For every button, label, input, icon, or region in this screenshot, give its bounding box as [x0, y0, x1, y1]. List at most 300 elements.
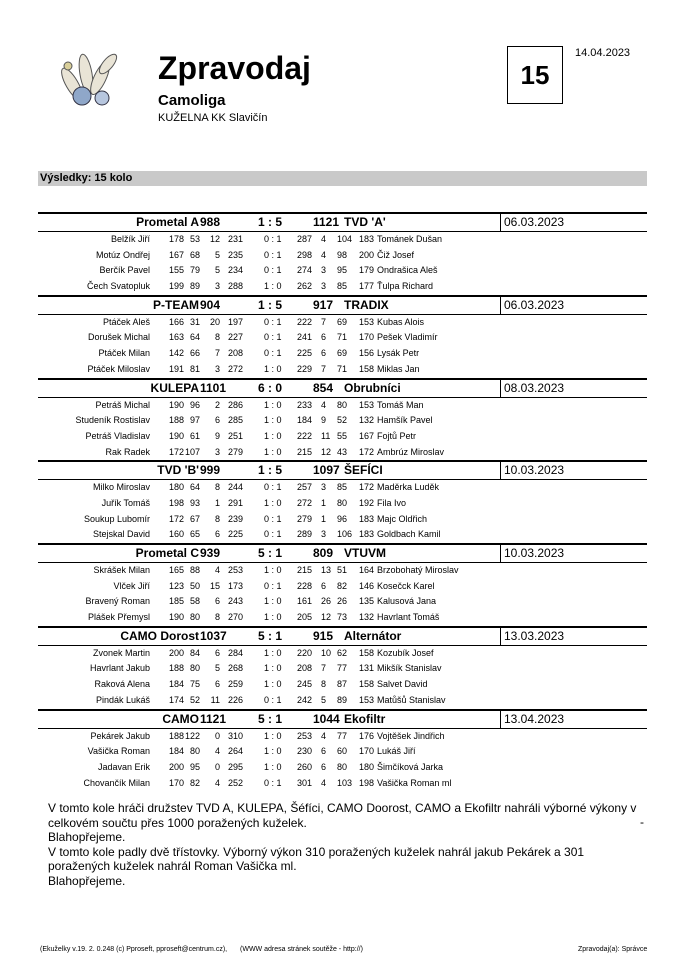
away-player: Šimčíková Jarka [377, 761, 444, 772]
home-player: Pekárek Jakub [90, 730, 150, 741]
player-points: 1 : 0 [264, 497, 282, 508]
home-faults: 8 [214, 513, 220, 524]
home-full: 178 [168, 234, 184, 244]
match-header [38, 295, 647, 315]
away-full: 179 [359, 265, 375, 276]
player-row [38, 760, 647, 776]
note-paragraph: Blahopřejeme. [48, 830, 126, 844]
home-full: 200 [168, 761, 184, 772]
home-clear: 64 [189, 482, 200, 493]
away-faults: 6 [321, 332, 327, 343]
away-full: 135 [359, 596, 375, 607]
player-points: 1 : 0 [264, 446, 282, 457]
player-points: 1 : 0 [264, 596, 282, 607]
player-points: 0 : 1 [264, 316, 282, 327]
player-points: 0 : 1 [264, 265, 282, 276]
away-full: 198 [359, 777, 375, 788]
home-total: 225 [227, 529, 243, 540]
player-row [38, 315, 647, 331]
home-team: CAMO Dorost [120, 628, 199, 643]
home-faults: 4 [214, 777, 220, 788]
home-full: 190 [168, 612, 184, 623]
away-player: Majc Oldřich [377, 513, 428, 524]
footer-website: (WWW adresa stránek soutěže - http://) [240, 946, 363, 953]
away-score: 1097 [313, 463, 340, 478]
away-player: Matůšů Stanislav [377, 694, 446, 705]
home-faults: 3 [214, 281, 220, 292]
away-faults: 3 [321, 482, 327, 493]
away-faults: 8 [321, 679, 327, 690]
home-player: Petráš Michal [95, 399, 150, 410]
away-clear: 52 [337, 415, 348, 426]
home-total: 244 [227, 482, 243, 493]
away-player: Kozubík Josef [377, 647, 434, 658]
away-clear: 77 [337, 730, 348, 741]
home-faults: 12 [209, 234, 220, 244]
away-player: Lukáš Jiří [377, 746, 416, 757]
player-points: 1 : 0 [264, 679, 282, 690]
match-list [38, 212, 647, 791]
home-faults: 3 [214, 363, 220, 374]
player-row [38, 693, 647, 709]
home-total: 285 [227, 415, 243, 426]
player-points: 0 : 1 [264, 234, 282, 244]
away-faults: 6 [321, 580, 327, 591]
round-number-value: 15 [520, 59, 550, 90]
away-total: 225 [297, 348, 313, 359]
away-full: 132 [359, 612, 375, 623]
player-row [38, 646, 647, 662]
match-block [38, 709, 647, 792]
home-total: 227 [227, 332, 243, 343]
away-total: 241 [297, 332, 313, 343]
home-player: Soukup Lubomír [83, 513, 150, 524]
away-faults: 13 [321, 565, 332, 575]
home-total: 197 [227, 316, 243, 327]
player-row [38, 362, 647, 378]
home-score: 904 [200, 297, 221, 312]
home-faults: 2 [214, 399, 220, 410]
player-row [38, 512, 647, 528]
home-player: Chovančík Milan [83, 777, 150, 788]
away-clear: 51 [337, 565, 348, 575]
home-clear: 97 [189, 415, 200, 426]
home-faults: 8 [214, 482, 220, 493]
player-row [38, 594, 647, 610]
header-divider [500, 380, 501, 397]
home-total: 286 [227, 399, 243, 410]
home-team: KULEPA [150, 380, 199, 395]
player-points: 0 : 1 [264, 777, 282, 788]
home-score: 939 [200, 546, 221, 560]
away-clear: 26 [337, 596, 348, 607]
player-points: 1 : 0 [264, 415, 282, 426]
home-full: 166 [168, 316, 184, 327]
away-player: Vašička Roman ml [377, 777, 452, 788]
away-faults: 3 [321, 529, 327, 540]
away-player: Ťulpa Richard [377, 281, 434, 292]
home-player: Rak Radek [105, 446, 150, 457]
player-points: 1 : 0 [264, 612, 282, 623]
away-total: 222 [297, 430, 313, 441]
away-total: 161 [297, 596, 313, 607]
home-faults: 3 [214, 446, 220, 457]
home-clear: 50 [189, 580, 200, 591]
away-team: Ekofiltr [344, 711, 386, 726]
match-result: 5 : 1 [258, 711, 283, 726]
match-result: 5 : 1 [258, 628, 283, 643]
away-player: Tománek Dušan [377, 234, 443, 244]
note-paragraph: Blahopřejeme. [48, 873, 126, 888]
header-divider [500, 214, 501, 231]
player-row [38, 776, 647, 792]
player-points: 1 : 0 [264, 663, 282, 674]
away-clear: 96 [337, 513, 348, 524]
home-player: Ptáček Miloslav [87, 363, 150, 374]
away-total: 242 [297, 694, 313, 705]
home-full: 184 [168, 679, 184, 690]
home-player: Plášek Přemysl [87, 612, 150, 623]
home-player: Belžík Jiří [110, 234, 150, 244]
home-faults: 5 [214, 265, 220, 276]
away-total: 220 [297, 647, 313, 658]
match-block [38, 626, 647, 709]
player-points: 1 : 0 [264, 761, 282, 772]
home-clear: 82 [189, 777, 200, 788]
away-total: 272 [297, 497, 313, 508]
away-clear: 87 [337, 679, 348, 690]
away-faults: 6 [321, 761, 327, 772]
home-score: 1121 [200, 711, 227, 726]
player-points: 1 : 0 [264, 565, 282, 575]
away-total: 215 [297, 565, 313, 575]
away-full: 158 [359, 679, 375, 690]
away-team: VTUVM [344, 546, 386, 560]
footer-editor: Zpravodaj(a): Správce [578, 946, 648, 953]
home-player: Raková Alena [94, 679, 150, 690]
home-total: 272 [227, 363, 243, 374]
home-faults: 0 [214, 761, 220, 772]
away-faults: 7 [321, 663, 327, 674]
home-clear: 81 [189, 363, 200, 374]
away-full: 131 [359, 663, 375, 674]
away-total: 262 [297, 281, 313, 292]
away-total: 257 [297, 482, 313, 493]
header-divider [500, 628, 501, 645]
away-team: TVD 'A' [344, 215, 386, 229]
home-clear: 79 [189, 265, 200, 276]
home-score: 988 [200, 215, 221, 229]
home-player: Skrášek Milan [93, 565, 150, 575]
match-header [38, 460, 647, 480]
away-clear: 69 [337, 316, 348, 327]
away-player: Ambrúz Miroslav [377, 446, 445, 457]
home-full: 200 [168, 647, 184, 658]
home-total: 288 [227, 281, 243, 292]
round-number [507, 46, 563, 104]
home-clear: 66 [189, 348, 200, 359]
player-row [38, 346, 647, 362]
away-clear: 73 [337, 612, 348, 623]
home-player: Havrlant Jakub [89, 663, 150, 674]
home-total: 208 [227, 348, 243, 359]
away-player: Salvet David [377, 679, 428, 690]
page-title: Zpravodaj [158, 50, 311, 86]
away-clear: 71 [337, 363, 348, 374]
home-total: 173 [227, 580, 243, 591]
away-faults: 4 [321, 399, 327, 410]
player-points: 1 : 0 [264, 363, 282, 374]
away-clear: 80 [337, 761, 348, 772]
away-player: Lysák Petr [377, 348, 420, 359]
away-team: TRADIX [344, 297, 389, 312]
away-full: 132 [359, 415, 375, 426]
home-clear: 96 [189, 399, 200, 410]
home-total: 259 [227, 679, 243, 690]
away-full: 170 [359, 746, 375, 757]
home-player: Ptáček Milan [98, 348, 150, 359]
home-full: 123 [168, 580, 184, 591]
header-divider [500, 711, 501, 728]
away-total: 274 [297, 265, 313, 276]
section-header: Výsledky: 15 kolo [38, 171, 647, 186]
away-clear: 62 [337, 647, 348, 658]
away-faults: 12 [321, 446, 332, 457]
home-full: 174 [168, 694, 184, 705]
away-total: 245 [297, 679, 313, 690]
away-score: 854 [313, 380, 334, 395]
away-faults: 7 [321, 316, 327, 327]
away-faults: 12 [321, 612, 332, 623]
home-full: 163 [168, 332, 184, 343]
away-full: 180 [359, 761, 375, 772]
away-total: 230 [297, 746, 313, 757]
home-faults: 1 [214, 497, 220, 508]
away-total: 208 [297, 663, 313, 674]
player-row [38, 330, 647, 346]
away-full: 192 [359, 497, 375, 508]
home-full: 180 [168, 482, 184, 493]
home-total: 284 [227, 647, 243, 658]
match-date: 13.03.2023 [504, 628, 565, 643]
away-full: 172 [359, 446, 375, 457]
home-player: Milko Miroslav [92, 482, 150, 493]
home-clear: 61 [189, 430, 200, 441]
home-team: CAMO [162, 711, 199, 726]
home-full: 184 [168, 746, 184, 757]
away-faults: 4 [321, 249, 327, 260]
home-clear: 88 [189, 565, 200, 575]
home-full: 199 [168, 281, 184, 292]
away-clear: 85 [337, 482, 348, 493]
player-row [38, 413, 647, 429]
home-total: 226 [227, 694, 243, 705]
away-faults: 11 [321, 430, 331, 441]
home-score: 1101 [200, 380, 227, 395]
away-player: Vojtěšek Jindřich [377, 730, 445, 741]
home-player: Motúz Ondřej [95, 249, 150, 260]
home-total: 234 [227, 265, 243, 276]
player-row [38, 744, 647, 760]
match-result: 6 : 0 [258, 380, 283, 395]
player-row [38, 480, 647, 496]
home-full: 188 [168, 730, 184, 741]
home-player: Vašička Roman [87, 746, 150, 757]
match-result: 1 : 5 [258, 215, 283, 229]
away-total: 205 [297, 612, 313, 623]
away-total: 233 [297, 399, 313, 410]
home-score: 999 [200, 463, 221, 478]
away-total: 215 [297, 446, 313, 457]
home-faults: 8 [214, 332, 220, 343]
home-faults: 7 [214, 348, 220, 359]
away-faults: 4 [321, 234, 327, 244]
home-clear: 84 [189, 647, 200, 658]
away-total: 287 [297, 234, 313, 244]
home-faults: 8 [214, 612, 220, 623]
home-faults: 4 [214, 746, 220, 757]
home-full: 191 [168, 363, 184, 374]
home-clear: 67 [189, 513, 200, 524]
player-row [38, 579, 647, 595]
home-player: Jadavan Erik [97, 761, 150, 772]
home-full: 170 [168, 777, 184, 788]
home-total: 243 [227, 596, 243, 607]
home-clear: 93 [189, 497, 200, 508]
home-total: 279 [227, 446, 243, 457]
away-player: Goldbach Kamil [377, 529, 441, 540]
away-full: 177 [359, 281, 375, 292]
home-player: Čech Svatopluk [86, 281, 150, 292]
home-total: 239 [227, 513, 243, 524]
home-clear: 75 [189, 679, 200, 690]
home-player: Berčík Pavel [99, 265, 150, 276]
header-divider [500, 462, 501, 479]
away-clear: 89 [337, 694, 348, 705]
away-full: 176 [359, 730, 375, 741]
home-clear: 95 [189, 761, 200, 772]
away-clear: 71 [337, 332, 348, 343]
player-row [38, 279, 647, 295]
away-full: 200 [359, 249, 375, 260]
match-header [38, 378, 647, 398]
away-total: 298 [297, 249, 313, 260]
away-total: 289 [297, 529, 313, 540]
home-faults: 5 [214, 663, 220, 674]
home-faults: 15 [209, 580, 220, 591]
match-date: 06.03.2023 [504, 297, 565, 312]
away-faults: 4 [321, 730, 327, 741]
away-player: Ondrašica Aleš [377, 265, 438, 276]
away-faults: 7 [321, 363, 327, 374]
match-header [38, 626, 647, 646]
player-points: 0 : 1 [264, 580, 282, 591]
match-block [38, 543, 647, 626]
home-full: 155 [168, 265, 184, 276]
home-full: 190 [168, 430, 184, 441]
away-clear: 103 [337, 777, 353, 788]
match-header [38, 543, 647, 563]
home-faults: 6 [214, 529, 220, 540]
home-full: 167 [168, 249, 184, 260]
home-clear: 58 [189, 596, 200, 607]
match-date: 10.03.2023 [504, 463, 565, 478]
player-row [38, 263, 647, 279]
away-full: 164 [359, 565, 375, 575]
away-clear: 98 [337, 249, 348, 260]
home-team: Prometal C [135, 546, 199, 560]
away-full: 183 [359, 513, 375, 524]
home-player: Ptáček Aleš [102, 316, 150, 327]
match-block [38, 460, 647, 543]
away-faults: 3 [321, 281, 327, 292]
away-full: 156 [359, 348, 375, 359]
home-full: 172 [168, 446, 184, 457]
home-total: 295 [227, 761, 243, 772]
away-faults: 1 [321, 497, 327, 508]
home-clear: 52 [189, 694, 200, 705]
home-full: 165 [168, 565, 184, 575]
away-full: 183 [359, 529, 375, 540]
home-clear: 64 [189, 332, 200, 343]
home-faults: 5 [214, 249, 220, 260]
away-player: Fojtů Petr [377, 430, 417, 441]
away-faults: 9 [321, 415, 327, 426]
player-row [38, 677, 647, 693]
away-team: Obrubníci [344, 380, 401, 395]
away-full: 170 [359, 332, 375, 343]
match-date: 08.03.2023 [504, 380, 565, 395]
home-full: 190 [168, 399, 184, 410]
away-score: 915 [313, 628, 334, 643]
home-clear: 89 [189, 281, 200, 292]
away-full: 172 [359, 482, 375, 493]
player-points: 0 : 1 [264, 694, 282, 705]
away-clear: 77 [337, 663, 348, 674]
away-score: 1121 [313, 215, 340, 229]
away-full: 153 [359, 694, 375, 705]
away-player: Kalusová Jana [377, 596, 437, 607]
match-block [38, 212, 647, 295]
home-clear: 80 [189, 663, 200, 674]
away-faults: 4 [321, 777, 327, 788]
away-total: 222 [297, 316, 313, 327]
footer-credits: (Ekuželky v.19. 2. 0.248 (c) Pproseft, pproseft@centrum.cz), [40, 946, 228, 953]
home-full: 160 [168, 529, 184, 540]
away-faults: 6 [321, 746, 327, 757]
away-total: 301 [297, 777, 313, 788]
player-row [38, 729, 647, 745]
away-team: Alternátor [344, 628, 402, 643]
match-date: 13.04.2023 [504, 711, 565, 726]
issue-date: 14.04.2023 [575, 47, 631, 59]
player-row [38, 661, 647, 677]
side-mark: - [640, 815, 644, 829]
home-clear: 80 [189, 612, 200, 623]
player-row [38, 610, 647, 626]
away-clear: 104 [337, 234, 353, 244]
round-notes [48, 801, 648, 888]
away-total: 279 [297, 513, 313, 524]
home-full: 198 [168, 497, 184, 508]
away-player: Hamšík Pavel [377, 415, 433, 426]
home-full: 172 [168, 513, 184, 524]
away-faults: 26 [321, 596, 332, 607]
home-faults: 11 [210, 694, 220, 705]
away-clear: 95 [337, 265, 348, 276]
header-divider [500, 545, 501, 562]
away-clear: 43 [337, 446, 348, 457]
